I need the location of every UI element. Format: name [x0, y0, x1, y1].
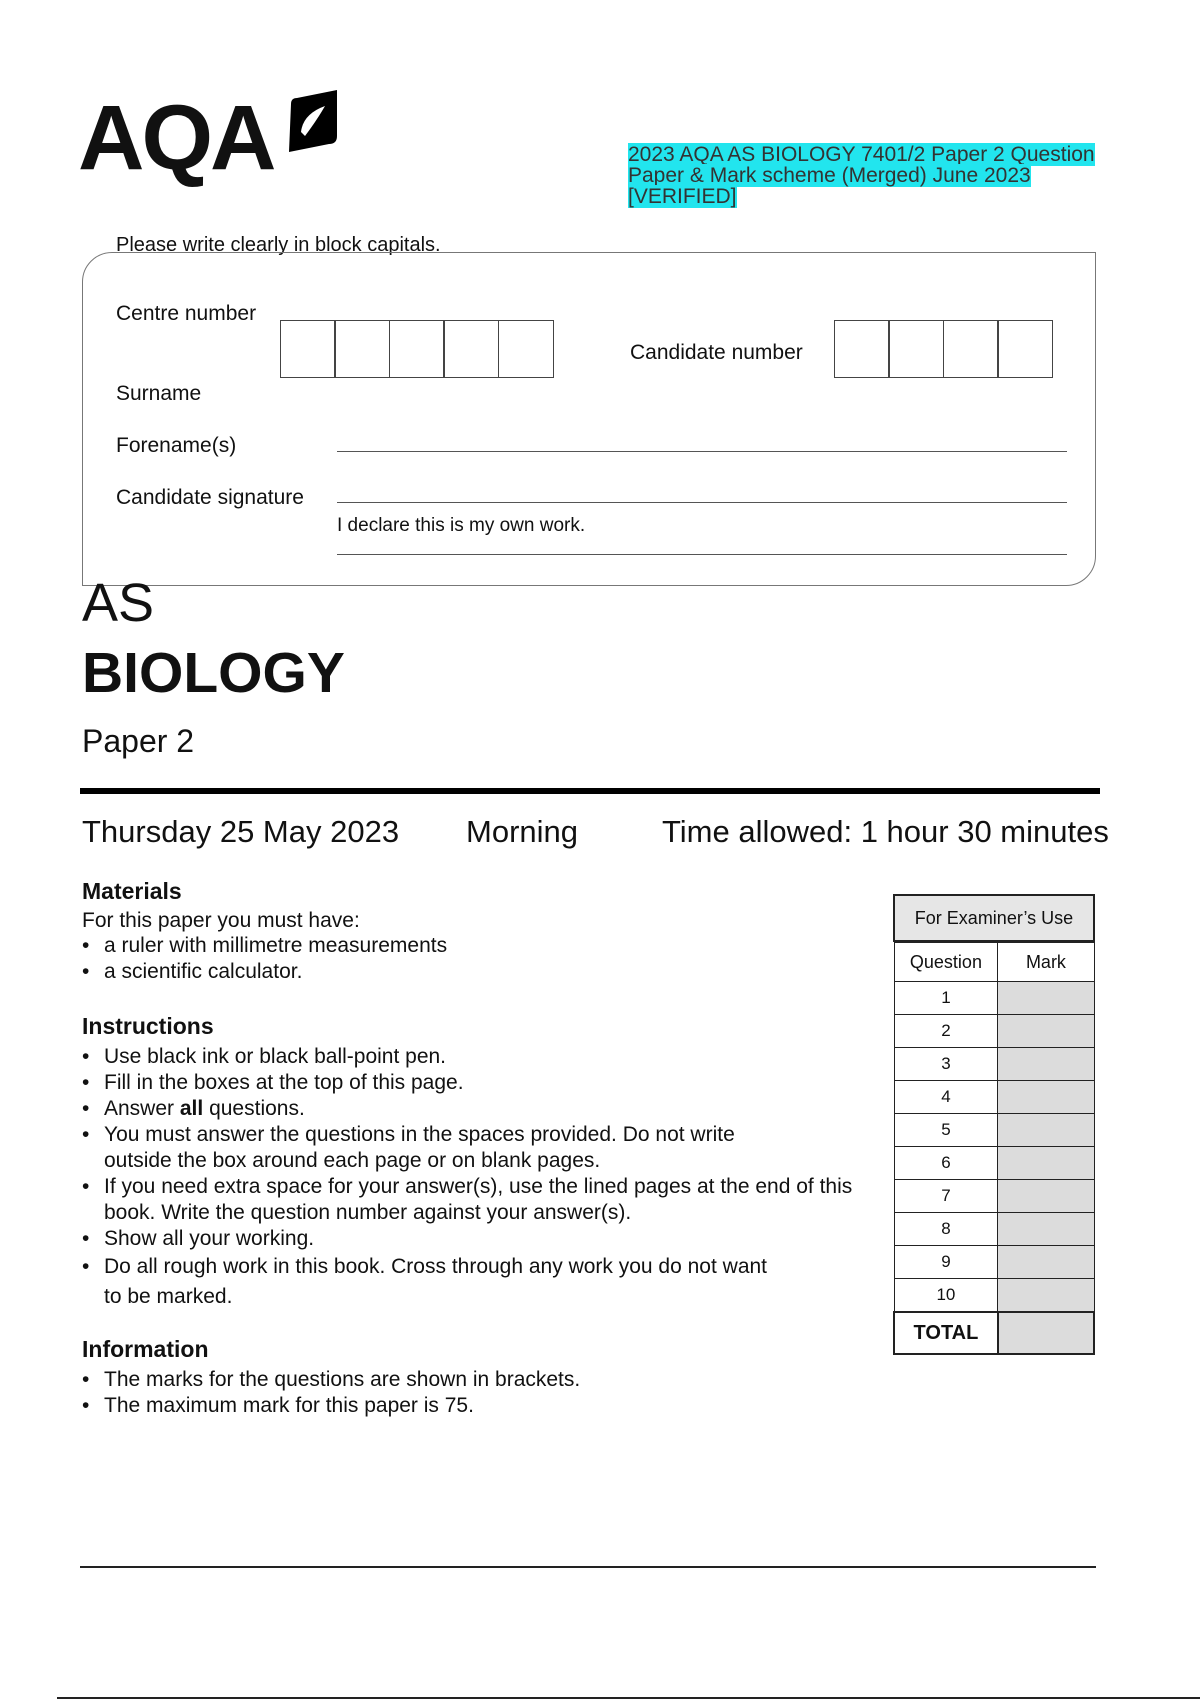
question-number: 10	[894, 1279, 998, 1313]
candidate-digit-box[interactable]	[997, 320, 1053, 378]
signature-label: Candidate signature	[116, 486, 304, 509]
table-row	[894, 1081, 1094, 1114]
list-item: • a ruler with millimetre measurements	[82, 933, 862, 959]
table-row	[894, 1213, 1094, 1246]
mark-cell	[998, 1246, 1094, 1279]
list-item: • The marks for the questions are shown in brackets.	[82, 1367, 862, 1393]
materials-section	[82, 878, 862, 985]
surname-label: Surname	[116, 382, 202, 405]
list-item: • Use black ink or black ball-point pen.	[82, 1044, 872, 1070]
centre-digit-box[interactable]	[334, 320, 390, 378]
list-item: • The maximum mark for this paper is 75.	[82, 1393, 862, 1419]
candidate-number-boxes	[835, 320, 1053, 378]
centre-number-boxes	[281, 320, 554, 378]
question-number: 2	[894, 1015, 998, 1048]
information-heading: Information	[82, 1336, 209, 1362]
time-allowed: Time allowed: 1 hour 30 minutes	[662, 814, 1109, 849]
table-row	[894, 1114, 1094, 1147]
question-number: 3	[894, 1048, 998, 1081]
question-number: 9	[894, 1246, 998, 1279]
exam-date: Thursday 25 May 2023	[82, 814, 400, 849]
exam-subject: BIOLOGY	[82, 641, 345, 705]
table-row	[894, 1015, 1094, 1048]
candidate-number-label: Candidate number	[630, 341, 803, 364]
centre-number-label: Centre number	[116, 302, 257, 325]
signature-line[interactable]	[337, 502, 1067, 503]
forenames-line[interactable]	[337, 451, 1067, 452]
declaration-line	[337, 554, 1067, 555]
table-row	[894, 1180, 1094, 1213]
mark-cell	[998, 1180, 1094, 1213]
table-row	[894, 1147, 1094, 1180]
examiner-table-title: For Examiner’s Use	[893, 894, 1095, 942]
mark-cell	[998, 982, 1094, 1015]
centre-digit-box[interactable]	[280, 320, 336, 378]
list-item: • Do all rough work in this book. Cross through any work you do not want to be marked.	[82, 1252, 774, 1312]
mark-cell	[998, 1147, 1094, 1180]
question-number: 6	[894, 1147, 998, 1180]
question-number: 8	[894, 1213, 998, 1246]
candidate-digit-box[interactable]	[834, 320, 890, 378]
divider	[80, 788, 1100, 794]
list-item: • a scientific calculator.	[82, 959, 862, 985]
materials-intro: For this paper you must have:	[82, 909, 360, 932]
instructions-heading: Instructions	[82, 1013, 214, 1039]
centre-digit-box[interactable]	[389, 320, 445, 378]
information-section	[82, 1336, 862, 1419]
instructions-section	[82, 1013, 872, 1312]
list-item: • Answer all questions.	[82, 1096, 872, 1122]
centre-digit-box[interactable]	[443, 320, 499, 378]
table-row	[894, 1246, 1094, 1279]
list-item: • Fill in the boxes at the top of this page.	[82, 1070, 872, 1096]
list-item: • If you need extra space for your answer(s), use the lined pages at the end of this book. Write the question number against your answer(s).	[82, 1174, 884, 1226]
question-number: 1	[894, 982, 998, 1015]
mark-cell	[998, 1114, 1094, 1147]
mark-cell	[998, 1015, 1094, 1048]
total-mark-cell	[998, 1312, 1094, 1354]
declaration-text: I declare this is my own work.	[337, 515, 586, 536]
materials-heading: Materials	[82, 878, 182, 904]
mark-cell	[998, 1081, 1094, 1114]
question-number: 4	[894, 1081, 998, 1114]
mark-cell	[998, 1048, 1094, 1081]
aqa-logo-mark-icon	[283, 90, 341, 154]
table-row	[894, 1048, 1094, 1081]
document-title-highlight: 2023 AQA AS BIOLOGY 7401/2 Paper 2 Question Paper & Mark scheme (Merged) June 2023 [VERIFIED]	[628, 143, 1095, 208]
aqa-logo: AQA	[78, 87, 274, 189]
block-capitals-note: Please write clearly in block capitals.	[116, 234, 441, 256]
page-edge-rule	[57, 1697, 1200, 1699]
question-number: 7	[894, 1180, 998, 1213]
column-header-question: Question	[894, 943, 998, 982]
examiner-grid	[893, 942, 1095, 1355]
exam-paper: Paper 2	[82, 723, 195, 759]
mark-cell	[998, 1279, 1094, 1313]
centre-digit-box[interactable]	[498, 320, 554, 378]
question-number: 5	[894, 1114, 998, 1147]
list-item: • Show all your working.	[82, 1226, 872, 1252]
candidate-digit-box[interactable]	[888, 320, 944, 378]
total-label: TOTAL	[894, 1312, 998, 1354]
table-row	[894, 982, 1094, 1015]
total-row	[894, 1312, 1094, 1354]
table-row	[894, 1279, 1094, 1313]
forenames-label: Forename(s)	[116, 434, 237, 457]
column-header-mark: Mark	[998, 943, 1094, 982]
candidate-digit-box[interactable]	[943, 320, 999, 378]
list-item: • You must answer the questions in the spaces provided. Do not write outside the box around each page or on blank pages.	[82, 1122, 744, 1174]
mark-cell	[998, 1213, 1094, 1246]
footer-rule	[80, 1566, 1096, 1568]
exam-session: Morning	[466, 814, 578, 849]
examiner-use-table	[893, 894, 1095, 1355]
exam-level: AS	[82, 573, 155, 633]
